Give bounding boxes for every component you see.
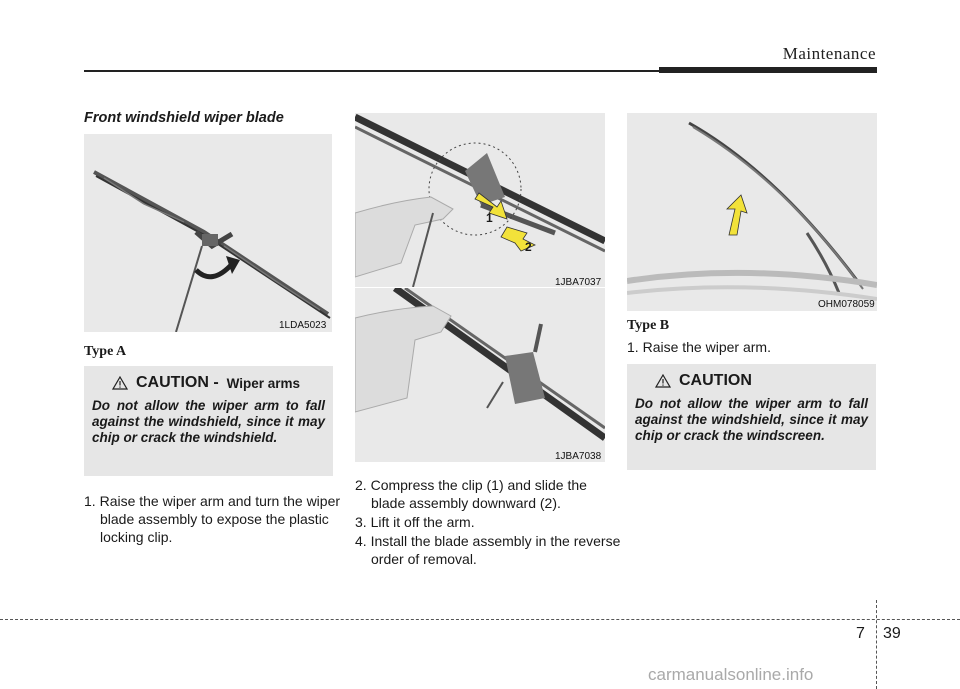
- section-title: Front windshield wiper blade: [84, 110, 284, 126]
- caution-box-wiper-arms: [84, 366, 333, 476]
- figure-blade-removal: [355, 288, 605, 462]
- figure-code: 1JBA7037: [555, 277, 602, 288]
- figure-code: OHM078059: [818, 299, 875, 310]
- callout-2: 2: [525, 240, 532, 254]
- wiper-arm-illustration: [84, 134, 332, 332]
- footer-rule: [0, 619, 960, 620]
- caution-heading: [92, 374, 325, 392]
- step-text: Compress the clip (1) and slide the blade assembly downward (2).: [370, 477, 587, 511]
- chapter-number: 7: [856, 625, 865, 642]
- figure-wiper-raise: [627, 113, 877, 311]
- step-number: 4.: [355, 533, 367, 549]
- step-text: Install the blade assembly in the reverse order of removal.: [370, 533, 621, 567]
- caution-title: CAUTION: [679, 372, 752, 389]
- step-text: Raise the wiper arm.: [642, 339, 771, 355]
- caution-box-windscreen: [627, 364, 876, 470]
- warning-triangle-icon: [112, 376, 128, 390]
- type-a-label: Type A: [84, 344, 127, 359]
- step-number: 3.: [355, 514, 367, 530]
- page-number: 39: [883, 625, 901, 642]
- figure-wiper-lift: [84, 134, 332, 332]
- caution-title: CAUTION -: [136, 374, 219, 391]
- step-number: 2.: [355, 477, 367, 493]
- figure-code: 1JBA7038: [555, 451, 602, 462]
- step-4-type-a: [355, 532, 623, 568]
- step-2-type-a: [355, 476, 623, 512]
- header-rule: [84, 70, 659, 72]
- clip-release-illustration: [355, 113, 605, 287]
- step-3-type-a: [355, 513, 623, 531]
- caution-text: Do not allow the wiper arm to fall against the windshield, since it may chip or crack the windshield.: [92, 398, 325, 445]
- step-number: 1.: [84, 493, 96, 509]
- step-1-type-a: [84, 492, 352, 546]
- caution-text: Do not allow the wiper arm to fall against the windshield, since it may chip or crack the windscreen.: [635, 396, 868, 443]
- warning-triangle-icon: [655, 374, 671, 388]
- caution-heading: [635, 372, 868, 390]
- step-1-type-b: [627, 338, 895, 356]
- page-divider: [876, 600, 877, 689]
- blade-removal-illustration: [355, 288, 605, 462]
- header-rule-accent: [659, 67, 877, 73]
- figure-code: 1LDA5023: [279, 320, 327, 331]
- type-b-label: Type B: [627, 318, 670, 333]
- caution-subtitle: Wiper arms: [226, 375, 301, 391]
- step-text: Raise the wiper arm and turn the wiper blade assembly to expose the plastic locking clip.: [99, 493, 341, 545]
- step-number: 1.: [627, 339, 639, 355]
- callout-1: 1: [486, 211, 493, 225]
- step-text: Lift it off the arm.: [370, 514, 475, 530]
- watermark: carmanualsonline.info: [648, 665, 814, 684]
- wiper-raise-illustration: [627, 113, 877, 311]
- chapter-title: Maintenance: [782, 44, 876, 63]
- figure-clip-release: [355, 113, 605, 287]
